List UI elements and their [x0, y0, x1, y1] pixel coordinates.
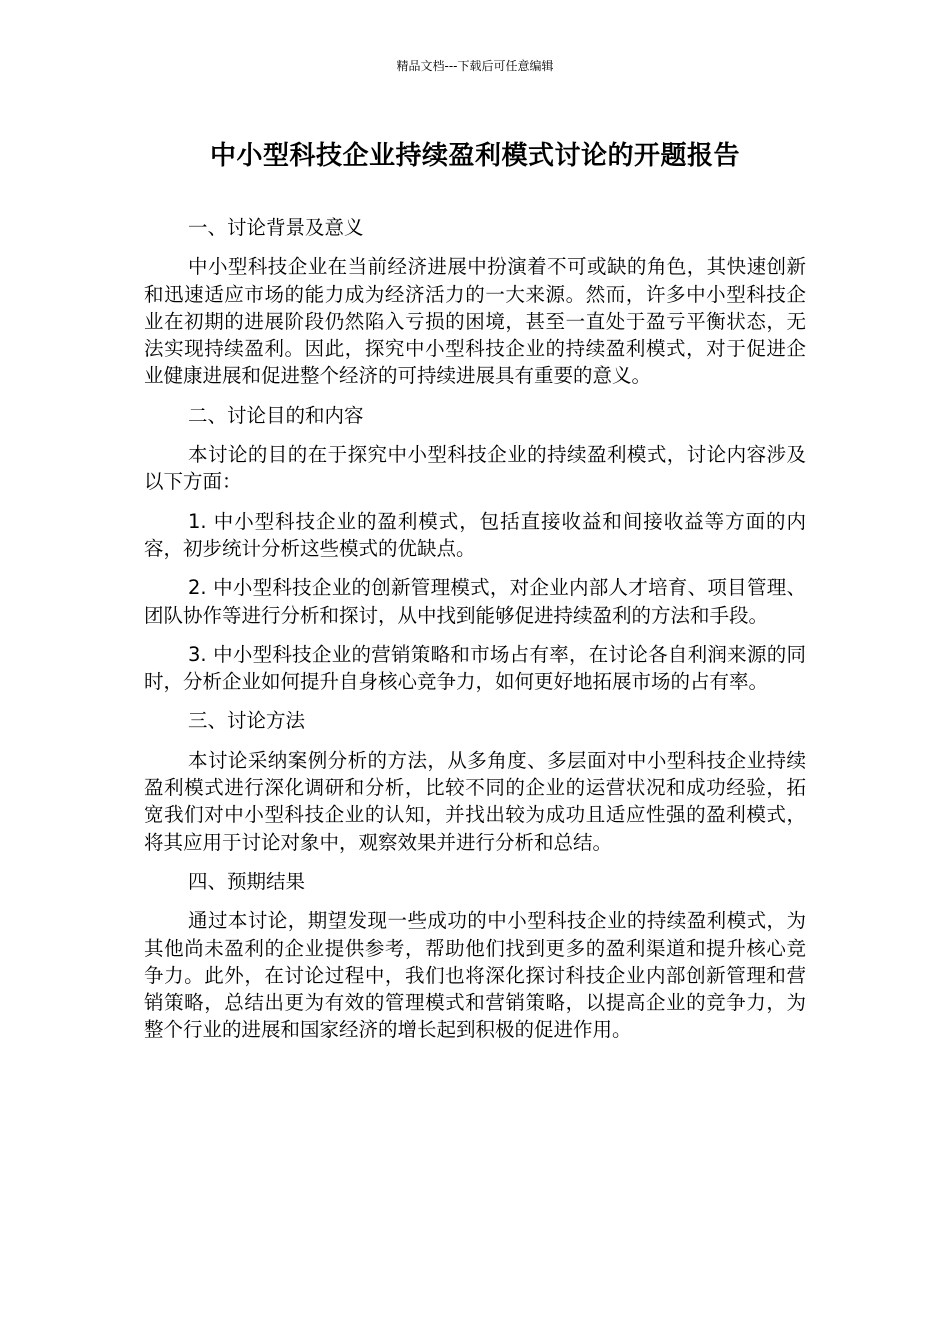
section-heading-purpose: 二、讨论目的和内容 [188, 403, 364, 427]
paragraph-purpose-intro: 本讨论的目的在于探究中小型科技企业的持续盈利模式，讨论内容涉及以下方面： [144, 443, 806, 494]
paragraph-method: 本讨论采纳案例分析的方法，从多角度、多层面对中小型科技企业持续盈利模式进行深化调研和分析，比较不同的企业的运营状况和成功经验，拓宽我们对中小型科技企业的认知，并找出较为成功且适应性强的盈利模式，将其应用于讨论对象中，观察效果并进行分析和总结。 [144, 748, 806, 854]
section-heading-background: 一、讨论背景及意义 [188, 216, 364, 239]
page-header-note: 精品文档---下载后可任意编辑 [396, 59, 554, 73]
list-item-2: 2. 中小型科技企业的创新管理模式，对企业内部人才培育、项目管理、团队协作等进行分析和探讨，从中找到能够促进持续盈利的方法和手段。 [144, 576, 806, 627]
document-title: 中小型科技企业持续盈利模式讨论的开题报告 [209, 141, 740, 171]
list-item-3: 3. 中小型科技企业的营销策略和市场占有率，在讨论各自利润来源的同时，分析企业如何提升自身核心竞争力，如何更好地拓展市场的占有率。 [144, 642, 806, 694]
document-body [144, 214, 806, 1056]
paragraph-background: 中小型科技企业在当前经济进展中扮演着不可或缺的角色，其快速创新和迅速适应市场的能力成为经济活力的一大来源。然而，许多中小型科技企业在初期的进展阶段仍然陷入亏损的困境，甚至一直处于盈亏平衡状态，无法实现持续盈利。因此，探究中小型科技企业的持续盈利模式，对于促进企业健康进展和促进整个经济的可持续进展具有重要的意义。 [144, 255, 806, 388]
section-heading-expected-results: 四、预期结果 [188, 869, 306, 893]
list-item-1: 1. 中小型科技企业的盈利模式，包括直接收益和间接收益等方面的内容，初步统计分析这些模式的优缺点。 [144, 509, 806, 560]
paragraph-expected-results: 通过本讨论，期望发现一些成功的中小型科技企业的持续盈利模式，为其他尚未盈利的企业提供参考，帮助他们找到更多的盈利渠道和提升核心竞争力。此外，在讨论过程中，我们也将深化探讨科技企业内部创新管理和营销策略，总结出更为有效的管理模式和营销策略，以提高企业的竞争力，为整个行业的进展和国家经济的增长起到积极的促进作用。 [144, 909, 806, 1042]
section-heading-method: 三、讨论方法 [188, 709, 306, 733]
